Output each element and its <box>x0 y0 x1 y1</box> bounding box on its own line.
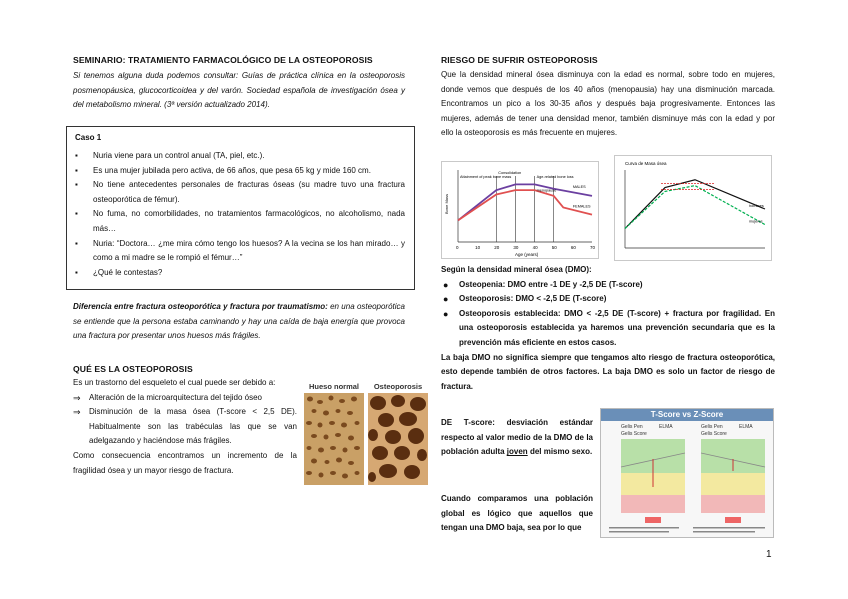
x-tick-label: 0 <box>456 245 459 250</box>
annotation: Age-related bone loss <box>536 175 574 179</box>
bullet-square-icon: ▪ <box>75 267 78 277</box>
tscore-image-bands <box>601 437 773 537</box>
dmo-item: ● Osteoporosis: DMO < -2,5 DE (T-score) <box>441 292 775 307</box>
diferencia-text: en una osteoporótica se entiende que la persona estaba caminando y hay una caída de baja energía que provoca una fractura por presentar unos huesos más frágiles. <box>73 302 405 341</box>
series-label: mujeres <box>749 219 763 224</box>
bullet-dot-icon: ● <box>443 279 449 290</box>
caso-item: ▪ ¿Qué le contestas? <box>75 266 405 281</box>
tscore-sub1-b: Gelis Pen <box>701 424 723 430</box>
tscore-sub1: Gelis Pen <box>621 424 643 430</box>
tscore-sub2: Gelis Score <box>621 431 647 437</box>
chart-title: Curva de Masa ósea <box>625 161 667 166</box>
bone-curve-chart <box>614 155 772 261</box>
bullet-square-icon: ▪ <box>75 151 78 160</box>
que-es-outro: Como consecuencia encontramos un incremento de la fragilidad ósea y un mayor riesgo de fractura. <box>73 450 297 475</box>
riesgo-title: RIESGO DE SUFRIR OSTEOPOROSIS <box>441 55 598 65</box>
caso-list <box>75 149 405 280</box>
series-label: hombres <box>749 204 764 208</box>
bullet-square-icon: ▪ <box>75 209 78 219</box>
series-line-hombres <box>625 180 765 229</box>
caso-item: ▪ Nuria: “Doctora… ¿me mira cómo tengo los huesos? A la vecina se los han mirado… y como a mi madre se le rompió el fémur…” <box>75 238 405 263</box>
x-axis-label: Age (years) <box>515 252 539 257</box>
seminar-title: SEMINARIO: TRATAMIENTO FARMACOLÓGICO DE LA OSTEOPOROSIS <box>73 55 373 65</box>
bullet-dot-icon: ● <box>443 308 449 319</box>
osteoporosis-bone-texture <box>368 393 428 485</box>
dmo-intro: Según la densidad mineral ósea (DMO): <box>441 265 592 274</box>
annotation: Consolidation <box>498 171 522 175</box>
tscore-sub3: ELMA <box>659 424 673 430</box>
arrow-right-icon: ⇒ <box>73 392 81 403</box>
x-tick-label: 70 <box>590 245 596 250</box>
diferencia-paragraph <box>73 300 405 344</box>
dmo-block <box>441 263 775 394</box>
riesgo-paragraph: Que la densidad mineral ósea disminuya con la edad es normal, sobre todo en mujeres, donde vemos que después de los 40 años (menopausia) hay una disminución marcada. Encontramos un pico a los 30-35 años y después baja progresivamente. Entonces las mujeres, además de tener una densidad menor, también disminuye más con la edad y por ello la osteoporosis es más frecuente en mujeres. <box>441 70 775 138</box>
osteoporosis-bone-image <box>368 382 428 486</box>
que-es-intro: Es un trastorno del esqueleto el cual puede ser debido a: <box>73 378 276 387</box>
caso-item: ▪ Nuria viene para un control anual (TA, piel, etc.). <box>75 149 405 164</box>
x-tick-label: 50 <box>551 245 557 250</box>
annotation: MALES <box>572 185 586 189</box>
bullet-square-icon: ▪ <box>75 180 78 190</box>
caso-item: ▪ Es una mujer jubilada pero activa, de 66 años, que pesa 65 kg y mide 160 cm. <box>75 164 405 179</box>
page-number: 1 <box>766 549 772 560</box>
x-tick-label: 30 <box>513 245 519 250</box>
osteoporosis-bone-label: Osteoporosis <box>373 382 423 391</box>
normal-bone-texture <box>304 393 364 485</box>
bullet-square-icon: ▪ <box>75 165 78 175</box>
tscore-sub3-b: ELMA <box>739 424 753 430</box>
bullet-dot-icon: ● <box>443 294 449 305</box>
annotation: menopause <box>536 188 557 193</box>
arrow-right-icon: ⇒ <box>73 407 81 418</box>
dmo-item: ● Osteopenia: DMO entre -1 DE y -2,5 DE (T-score) <box>441 278 775 293</box>
tscore-label: DE T-score: <box>441 418 495 427</box>
que-es-item: ⇒ Disminución de la masa ósea (T-score < 2,5 DE). Habitualmente son las trabéculas las que se van adelgazando y haciéndose más frágiles. <box>73 407 297 446</box>
tscore-sub2-b: Gelis Score <box>701 431 727 437</box>
dmo-item: ● Osteoporosis establecida: DMO < -2,5 DE (T-score) + fractura por fragilidad. En una osteoporosis establecida ya haremos una prevención secundaria que es la prevención más eficiente en estos casos. <box>443 308 775 347</box>
x-tick-label: 10 <box>475 245 481 250</box>
bone-mass-chart <box>441 161 599 259</box>
bone-curve-chart-svg <box>615 156 771 260</box>
normal-bone-image <box>304 382 364 486</box>
bone-mass-chart-svg <box>442 162 598 258</box>
tscore-zscore-image <box>600 408 774 538</box>
bullet-square-icon: ▪ <box>75 238 78 248</box>
tscore-joven: joven <box>506 447 528 457</box>
x-tick-label: 60 <box>570 245 576 250</box>
caso-item: ▪ No fuma, no comorbilidades, no tratamientos farmacológicos, no alcoholismo, nada más… <box>75 209 405 233</box>
annotation: FEMALES <box>572 204 591 209</box>
x-tick-label: 40 <box>532 245 538 250</box>
caso-box <box>66 126 415 290</box>
x-tick-label: 20 <box>494 245 500 250</box>
tscore-image-title: T-Score vs Z-Score <box>601 409 773 421</box>
diferencia-title: Diferencia entre fractura osteoporótica y fractura por traumatismo: <box>73 302 328 311</box>
normal-bone-label: Hueso normal <box>308 382 359 391</box>
caso-title: Caso 1 <box>75 133 102 142</box>
baja-dmo-paragraph: La baja DMO no significa siempre que tengamos alto riesgo de fractura osteoporótica, esto depende también de otros factores. La baja DMO es solo un factor de riesgo de fractura. <box>441 352 775 391</box>
consult-paragraph: Si tenemos alguna duda podemos consultar: Guías de práctica clínica en la osteoporosis posmenopáusica, glucocorticoidea y del varón. Sociedad española de investigación ósea y del metabolismo mineral. (3ª versión actualizado 2014). <box>73 71 405 110</box>
caso-item: ▪ No tiene antecedentes personales de fracturas óseas (su madre tuvo una fractura osteoporótica de fémur). <box>75 180 405 204</box>
tscore-paragraph: DE T-score: desviación estándar respecto al valor medio de la DMO de la población adulta joven del mismo sexo. <box>441 418 593 457</box>
y-axis-label: Bone Mass <box>444 193 449 214</box>
comparamos-paragraph: Cuando comparamos una población global es lógico que aquellos que tengan una DMO baja, sea por lo que <box>441 494 593 533</box>
annotation: Attainment of peak bone mass <box>460 175 512 179</box>
que-es-title: QUÉ ES LA OSTEOPOROSIS <box>73 364 193 374</box>
que-es-item: ⇒ Alteración de la microarquitectura del tejido óseo <box>73 391 297 406</box>
que-es-block <box>73 376 297 478</box>
